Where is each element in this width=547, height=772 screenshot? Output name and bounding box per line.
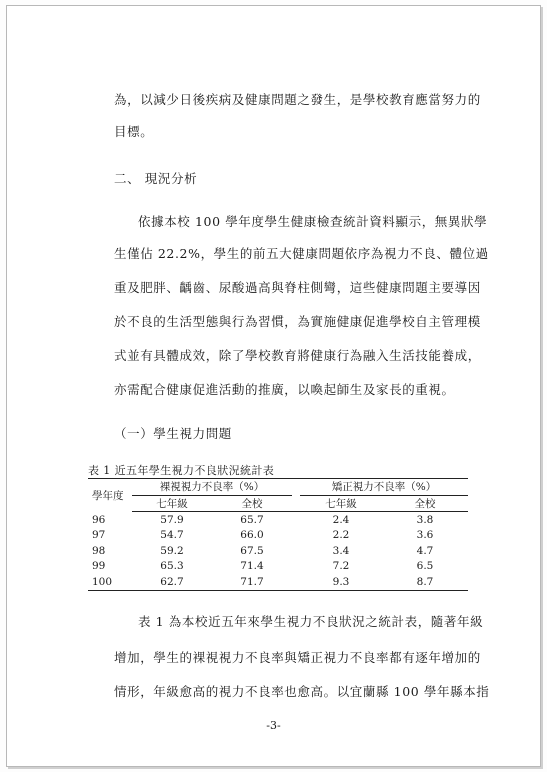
table-header-year: 學年度 [88, 479, 132, 512]
table-cell-year: 96 [92, 513, 106, 526]
table-cell: 3.6 [416, 529, 434, 542]
table-header-gap [292, 479, 300, 496]
section-heading: 二、 現況分析 [114, 171, 198, 186]
table-cell-year: 100 [88, 574, 132, 590]
table-cell: 3.8 [416, 513, 434, 526]
table-cell-gap [292, 512, 300, 528]
table-header-gap [292, 495, 300, 512]
table-row [88, 512, 468, 528]
text-line: 重及肥胖、齲齒、尿酸過高與脊柱側彎，這些健康問題主要導因 [114, 280, 481, 295]
table-cell-gap [292, 559, 300, 575]
text-line: 式並有具體成效，除了學校教育將健康行為融入生活技能養成， [114, 348, 481, 363]
table-cell: 59.2 [160, 544, 184, 557]
table-cell-year: 98 [92, 544, 106, 557]
vision-stats-table [88, 478, 468, 591]
table-cell: 65.3 [160, 560, 184, 573]
table-row [88, 559, 468, 575]
table-cell: 7.2 [332, 560, 350, 573]
table-cell: 67.5 [240, 544, 264, 557]
table-cell: 71.7 [212, 574, 292, 590]
table-row [88, 574, 468, 590]
text-line: 目標。 [114, 124, 154, 139]
table-row [88, 528, 468, 544]
table-cell: 8.7 [382, 574, 468, 590]
table-subheader: 全校 [212, 495, 292, 512]
subsection-heading: （一）學生視力問題 [114, 426, 232, 441]
text-line: 表 1 為本校近五年來學生視力不良狀況之統計表，隨著年級 [138, 614, 484, 629]
text-line: 增加，學生的裸視視力不良率與矯正視力不良率都有逐年增加的 [114, 650, 481, 665]
table-cell-year: 99 [92, 560, 106, 573]
table-cell: 2.4 [332, 513, 350, 526]
table-row [88, 543, 468, 559]
table-header-corrected-vision: 矯正視力不良率（%） [300, 479, 468, 496]
table-cell: 62.7 [132, 574, 212, 590]
table-cell-gap [292, 528, 300, 544]
text-line: 為，以減少日後疾病及健康問題之發生，是學校教育應當努力的 [114, 92, 481, 107]
table-cell-gap [292, 543, 300, 559]
table-cell: 2.2 [332, 529, 350, 542]
table-subheader: 全校 [382, 495, 468, 512]
table-cell: 6.5 [416, 560, 434, 573]
table-cell: 9.3 [300, 574, 382, 590]
table-header-naked-vision: 裸視視力不良率（%） [132, 479, 292, 496]
table-cell: 4.7 [416, 544, 434, 557]
table-cell: 57.9 [160, 513, 184, 526]
table-cell: 65.7 [240, 513, 264, 526]
table-subheader: 七年級 [300, 495, 382, 512]
table-cell-year: 97 [92, 529, 106, 542]
table-cell: 54.7 [160, 529, 184, 542]
table-subheader: 七年級 [132, 495, 212, 512]
page-number: -3- [266, 719, 281, 732]
table-cell: 66.0 [240, 529, 264, 542]
table-caption: 表 1 近五年學生視力不良狀況統計表 [88, 464, 275, 477]
text-line: 生僅佔 22.2%，學生的前五大健康問題依序為視力不良、體位過 [114, 246, 489, 261]
text-line: 情形，年級愈高的視力不良率也愈高。以宜蘭縣 100 學年縣本指 [114, 684, 490, 699]
text-line: 於不良的生活型態與行為習慣，為實施健康促進學校自主管理模 [114, 314, 481, 329]
text-line: 亦需配合健康促進活動的推廣，以喚起師生及家長的重視。 [114, 382, 455, 397]
table-cell: 3.4 [332, 544, 350, 557]
text-line: 依據本校 100 學年度學生健康檢查統計資料顯示，無異狀學 [138, 214, 488, 229]
table-cell-gap [292, 574, 300, 590]
table-cell: 71.4 [240, 560, 264, 573]
